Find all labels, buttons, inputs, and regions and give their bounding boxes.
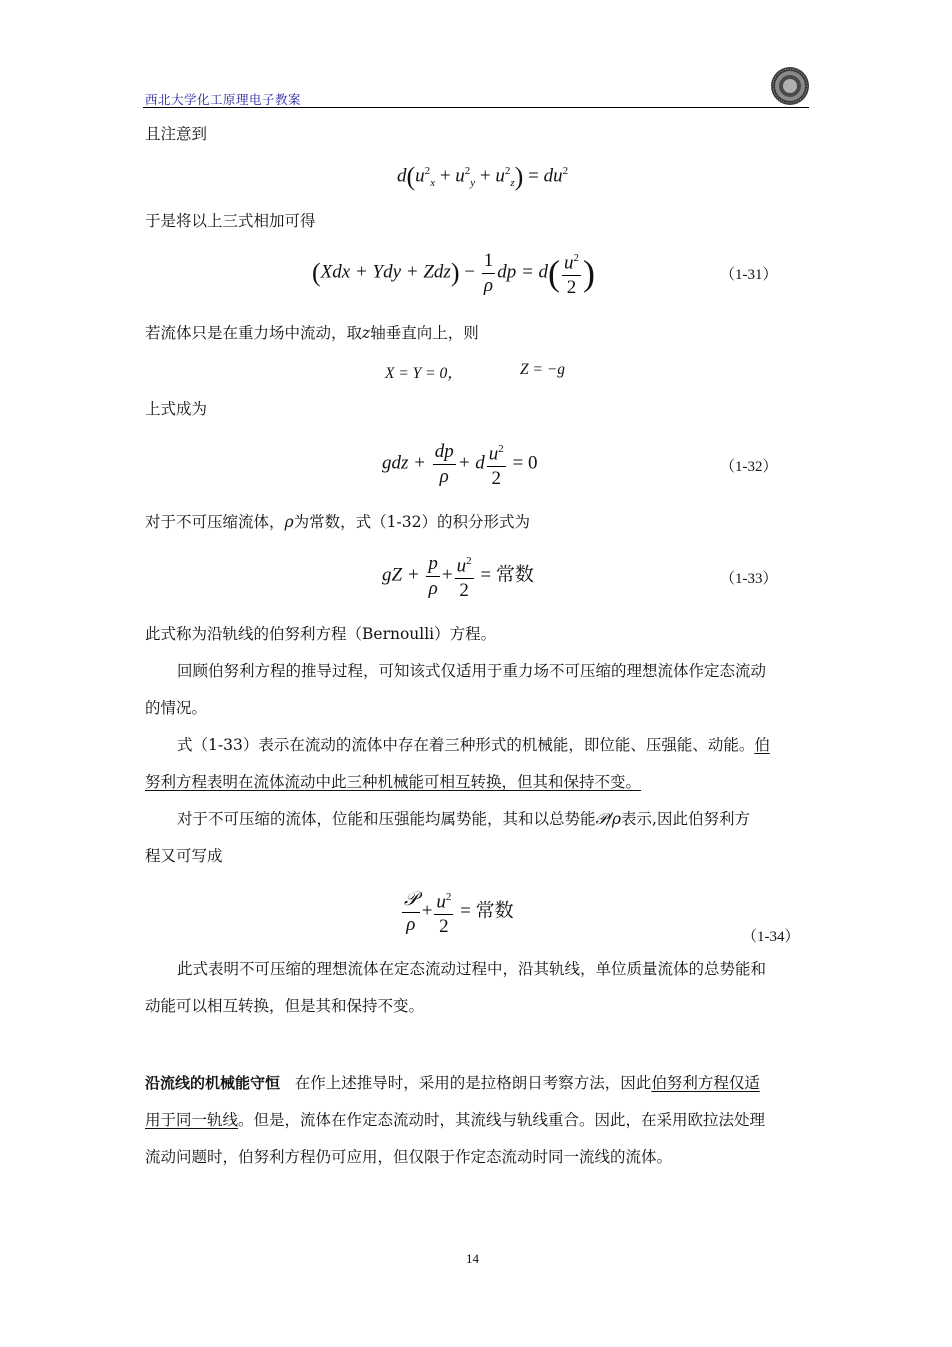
paragraph-sum: 于是将以上三式相加可得 <box>145 212 316 230</box>
equation-velocity-sum: $d(u^2_x + u^2_y + u^2_z) = du^2$ <box>397 162 569 191</box>
equation-force-components-a: X = Y = 0， <box>385 365 463 382</box>
paragraph-potential-line1: 对于不可压缩的流体，位能和压强能均属势能，其和以总势能𝒫/ρ表示,因此伯努利方 <box>177 810 750 828</box>
paragraph-conversion-line1: 此式表明不可压缩的理想流体在定态流动过程中，沿其轨线，单位质量流体的总势能和 <box>177 960 767 978</box>
header-rule <box>143 107 809 108</box>
paragraph-bernoulli-name: 此式称为沿轨线的伯努利方程（Bernoulli）方程。 <box>145 625 497 643</box>
equation-number-1-32: （1-32） <box>720 459 778 475</box>
paragraph-derivation-line1: 回顾伯努利方程的推导过程，可知该式仅适用于重力场不可压缩的理想流体作定态流动 <box>177 662 767 680</box>
paragraph-energy-line2: 努利方程表明在流体流动中此三种机械能可相互转换，但其和保持不变。 <box>145 773 642 791</box>
equation-number-1-34: （1-34） <box>742 929 800 945</box>
paragraph-derivation-line2: 的情况。 <box>145 699 208 717</box>
paragraph-streamline-line1: 沿流线的机械能守恒 在作上述推导时，采用的是拉格朗日考察方法，因此伯努利方程仅适 <box>145 1074 760 1092</box>
paragraph-gravity: 若流体只是在重力场中流动，取z轴垂直向上，则 <box>145 324 479 342</box>
paragraph-incompressible: 对于不可压缩流体，ρ为常数，式（1-32）的积分形式为 <box>145 513 530 531</box>
section-heading: 沿流线的机械能守恒 <box>145 1074 281 1092</box>
paragraph-note: 且注意到 <box>145 125 208 143</box>
header-title: 西北大学化工原理电子教案 <box>145 92 302 107</box>
paragraph-potential-line2: 程又可写成 <box>145 847 223 865</box>
paragraph-conversion-line2: 动能可以相互转换，但是其和保持不变。 <box>145 997 425 1015</box>
equation-1-31: (Xdx + Ydy + Zdz) − $\frac{1}{\rho}$ dp = d( $\frac{u^2}{2}$ ) <box>312 246 595 300</box>
equation-force-components-b: Z = −g <box>520 361 566 378</box>
equation-number-1-31: （1-31） <box>720 267 778 283</box>
equation-1-34: $\frac{\text{𝒫}}{\rho}$ + $\frac{u^2}{2}$ = 常数 <box>400 885 514 939</box>
paragraph-energy-line1: 式（1-33）表示在流动的流体中存在着三种形式的机械能，即位能、压强能、动能。伯 <box>177 736 770 754</box>
university-seal-icon <box>770 66 810 106</box>
paragraph-streamline-line2: 用于同一轨线。但是，流体在作定态流动时，其流线与轨线重合。因此，在采用欧拉法处理 <box>145 1111 766 1129</box>
paragraph-streamline-line3: 流动问题时，伯努利方程仍可应用，但仅限于作定态流动时同一流线的流体。 <box>145 1148 673 1166</box>
equation-number-1-33: （1-33） <box>720 571 778 587</box>
equation-1-33: gZ + $\frac{p}{\rho}$ + $\frac{u^2}{2}$ = 常数 <box>382 549 534 603</box>
paragraph-becomes: 上式成为 <box>145 400 208 418</box>
equation-1-32: gdz + $\frac{dp}{\rho}$ + d $\frac{u^2}{2}$ = 0 <box>382 437 538 491</box>
page-number: 14 <box>466 1251 479 1266</box>
